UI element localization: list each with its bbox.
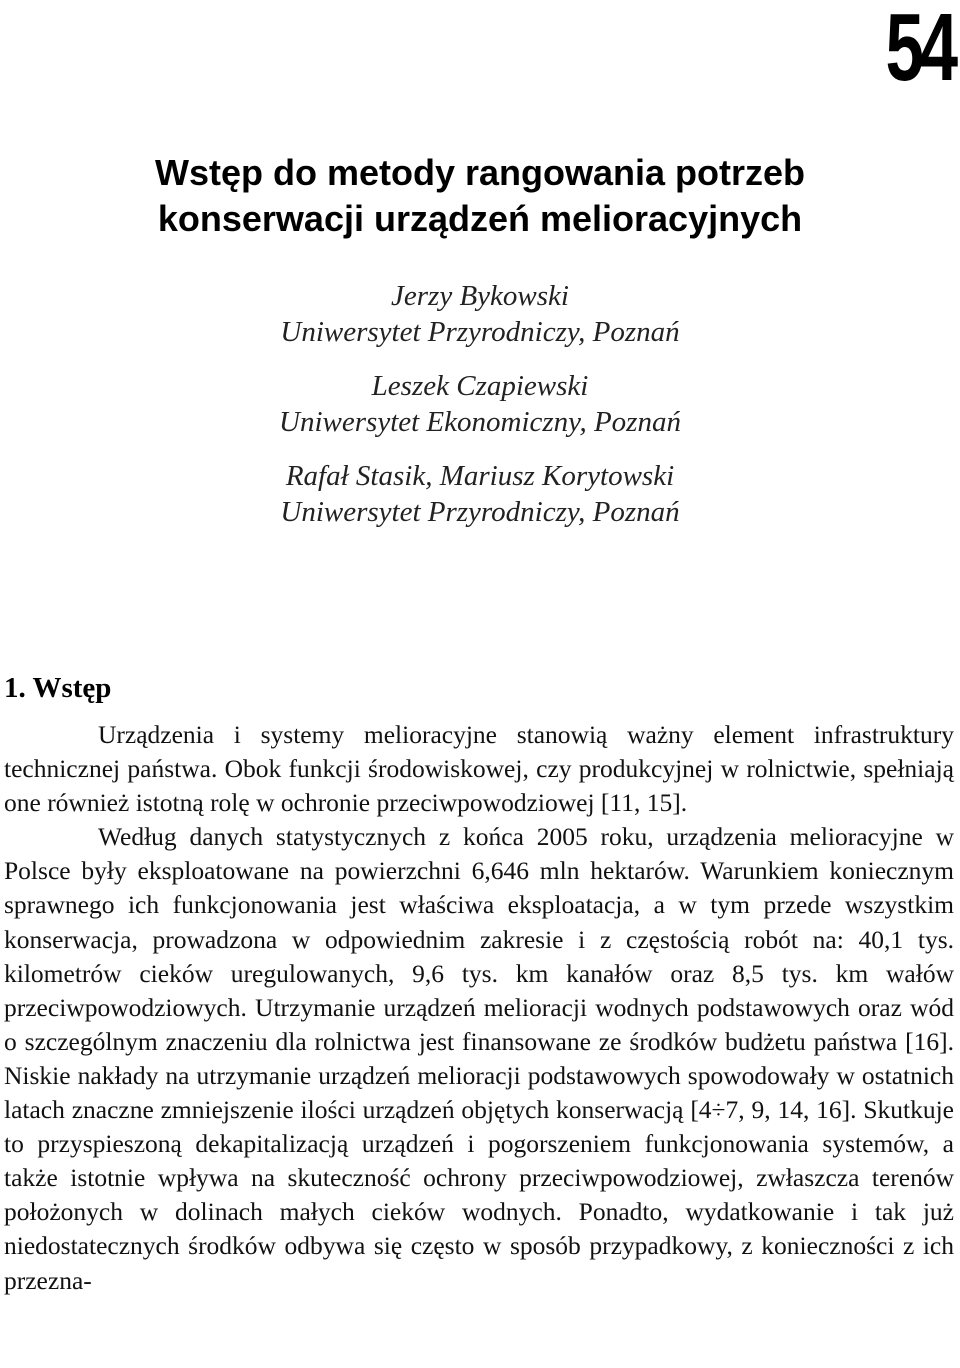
author-list xyxy=(0,278,960,548)
section-body xyxy=(4,718,954,1298)
author-block xyxy=(0,458,960,530)
body-paragraph: Urządzenia i systemy melioracyjne stanowią ważny element infrastruktury technicznej państwa. Obok funkcji środowiskowej, czy produkcyjnej w rolnictwie, spełniają one również istotną rolę w ochronie przeciwpowodziowej [11, 15]. xyxy=(4,720,954,818)
author-block xyxy=(0,368,960,440)
author-name: Rafał Stasik, Mariusz Korytowski xyxy=(285,460,675,492)
author-affiliation: Uniwersytet Przyrodniczy, Poznań xyxy=(280,316,680,348)
body-paragraph: Według danych statystycznych z końca 2005 roku, urządzenia melioracyjne w Polsce były eksploatowane na powierzchni 6,646 mln hektarów. Warunkiem koniecznym sprawnego ich funkcjonowania jest właściwa eksploatacja, a w tym przede wszystkim konserwacja, prowadzona w odpowiednim zakresie i z częstością robót na: 40,1 tys. kilometrów cieków uregulowanych, 9,6 tys. km kanałów oraz 8,5 tys. km wałów przeciwpowodziowych. Utrzymanie urządzeń melioracji wodnych podstawowych oraz wód o szczególnym znaczeniu dla rolnictwa jest finansowane ze środków budżetu państwa [16]. Niskie nakłady na utrzymanie urządzeń melioracji podstawowych spowodowały w ostatnich latach znaczne zmniejszenie ilości urządzeń objętych konserwacją [4÷7, 9, 14, 16]. Skutkuje to przyspieszoną dekapitalizacją urządzeń i pogorszeniem funkcjonowania systemów, a także istotnie wpływa na skuteczność ochrony przeciwpowodziowej, zwłaszcza terenów położonych w dolinach małych cieków wodnych. Ponadto, wydatkowanie i tak już niedostatecznych środków odbywa się często w sposób przypadkowy, z konieczności z ich przezna- xyxy=(4,822,954,1295)
author-affiliation: Uniwersytet Przyrodniczy, Poznań xyxy=(280,496,680,528)
paper-title-line-2: konserwacji urządzeń melioracyjnych xyxy=(157,198,803,239)
author-name: Jerzy Bykowski xyxy=(391,280,569,312)
section-heading: 1. Wstęp xyxy=(4,672,112,704)
paper-title xyxy=(0,150,960,242)
author-affiliation: Uniwersytet Ekonomiczny, Poznań xyxy=(279,406,681,438)
paper-title-line-1: Wstęp do metody rangowania potrzeb xyxy=(154,152,806,193)
page-number: 54 xyxy=(885,0,954,101)
author-block xyxy=(0,278,960,350)
author-name: Leszek Czapiewski xyxy=(371,370,589,402)
